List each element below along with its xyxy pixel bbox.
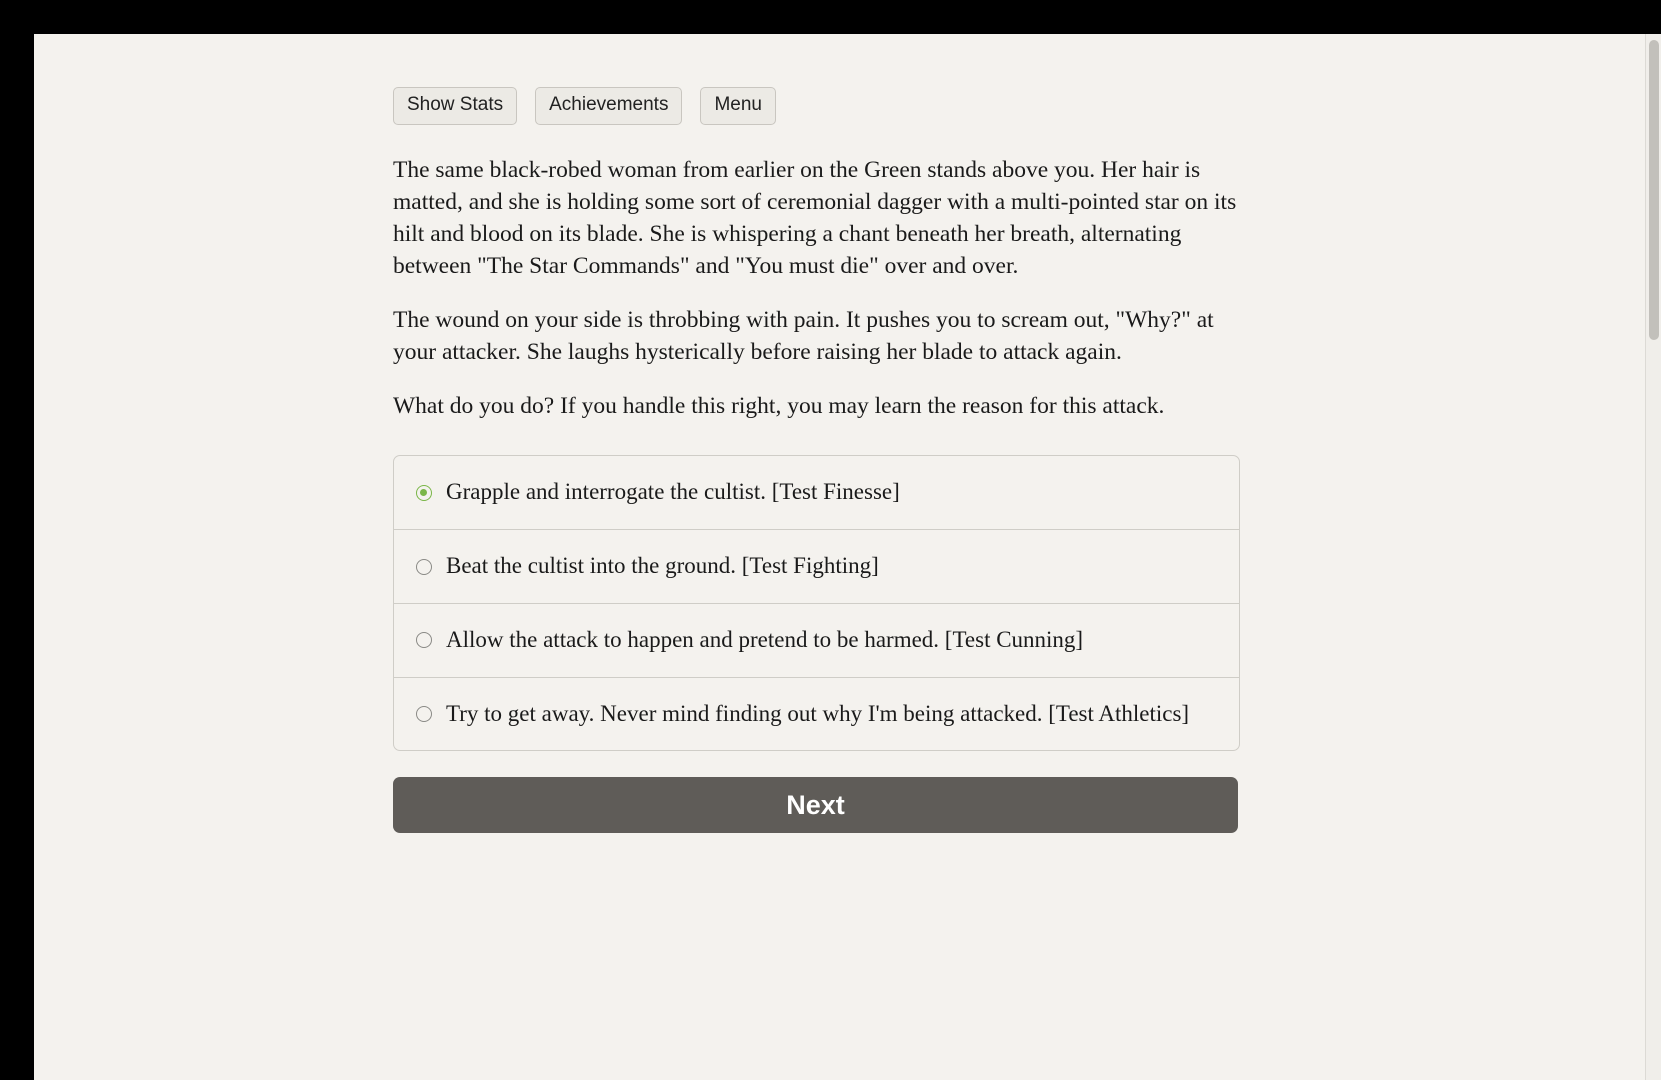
choice-label: Grapple and interrogate the cultist. [Test Finesse]	[446, 479, 900, 505]
choice-list	[393, 455, 1240, 751]
list-item[interactable]	[394, 530, 1239, 604]
radio-icon[interactable]	[416, 485, 432, 501]
menu-button[interactable]: Menu	[700, 87, 776, 125]
radio-icon[interactable]	[416, 706, 432, 722]
next-button[interactable]: Next	[393, 777, 1238, 833]
story-paragraph: What do you do? If you handle this right, you may learn the reason for this attack.	[393, 392, 1165, 419]
achievements-button[interactable]: Achievements	[535, 87, 682, 125]
show-stats-button[interactable]: Show Stats	[393, 87, 517, 125]
list-item[interactable]	[394, 604, 1239, 678]
radio-icon[interactable]	[416, 632, 432, 648]
story-paragraph: The wound on your side is throbbing with pain. It pushes you to scream out, "Why?" at your attacker. She laughs hysterically before raising her blade to attack again.	[393, 306, 1214, 365]
choice-label: Allow the attack to happen and pretend to be harmed. [Test Cunning]	[446, 626, 1084, 652]
list-item[interactable]	[394, 678, 1239, 751]
scrollbar-thumb[interactable]	[1649, 40, 1659, 340]
window-top-bar	[0, 0, 1661, 34]
vertical-scrollbar[interactable]	[1645, 34, 1661, 1080]
game-page	[34, 34, 1645, 1080]
choice-label: Try to get away. Never mind finding out why I'm being attacked. [Test Athletics]	[446, 700, 1190, 726]
radio-icon[interactable]	[416, 559, 432, 575]
top-nav	[393, 34, 1293, 125]
story-text	[393, 133, 1293, 423]
list-item[interactable]	[394, 456, 1239, 530]
content-column	[393, 34, 1293, 833]
choice-label: Beat the cultist into the ground. [Test Fighting]	[446, 553, 879, 579]
left-gutter	[0, 34, 34, 1080]
story-paragraph: The same black-robed woman from earlier on the Green stands above you. Her hair is matted, and she is holding some sort of ceremonial dagger with a multi-pointed star on its hilt and blood on its blade. She is whispering a chant beneath her breath, alternating between "The Star Commands" and "You must die" over and over.	[393, 156, 1237, 279]
